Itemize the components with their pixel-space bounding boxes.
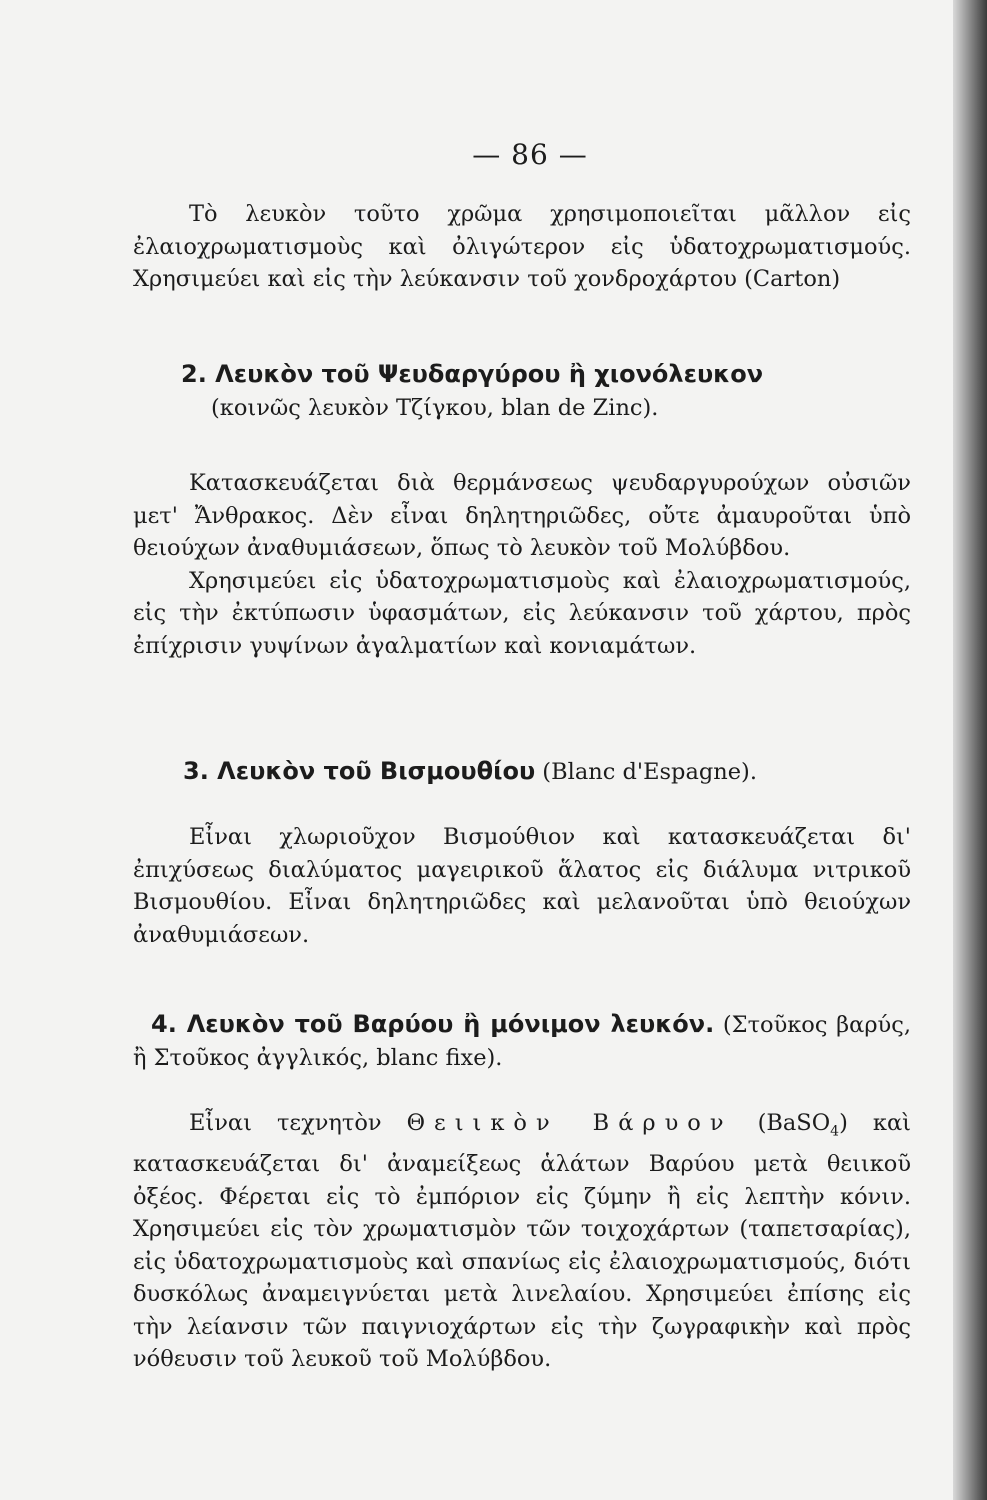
intro-paragraph: [133, 198, 911, 296]
section-3-subtitle: (Blanc d'Espagne).: [535, 759, 757, 785]
section-2-para-2: Χρησιμεύει εἰς ὑδατοχρωματισμοὺς καὶ ἐλαιοχρωματισμούς, εἰς τὴν ἐκτύπωσιν ὑφασμάτων, εἰς λεύκανσιν τοῦ χάρτου, πρὸς ἐπίχρισιν γυψίνων ἀγαλματίων καὶ κονιαμάτων.: [133, 567, 911, 659]
section-2-heading: [133, 358, 911, 424]
section-4-text-end: ) καὶ κατασκευάζεται δι' ἀναμείξεως ἁλάτων Βαρύου μετὰ θειικοῦ ὀξέος. Φέρεται εἰς τὸ ἐμπόριον εἰς ζύμην ἢ εἰς λεπτὴν κόνιν. Χρησιμεύει εἰς τὸν χρωματισμὸν τῶν τοιχοχάρτων (ταπετσαρίας), εἰς ὑδατοχρωματισμοὺς καὶ σπανίως εἰς ἐλαιοχρωματισμούς, διότι δυσκόλως ἀναμειγνύεται μετὰ λινελαίου. Χρησιμεύει ἐπίσης εἰς τὴν λείανσιν τῶν παιγνιοχάρτων εἰς τὴν ζωγραφικὴν καὶ πρὸς νόθευσιν τοῦ λευκοῦ τοῦ Μολύβδου.: [133, 1110, 911, 1372]
section-2-subtitle: (κοινῶς λευκὸν Τζίγκου, blan de Zinc).: [211, 394, 659, 421]
section-2-body: [133, 467, 911, 662]
page-number: — 86 —: [472, 138, 588, 171]
intro-text: Τὸ λευκὸν τοῦτο χρῶμα χρησιμοποιεῖται μᾶλλον εἰς ἐλαιοχρωματισμοὺς καὶ ὀλιγώτερον εἰς ὑδατοχρωματισμούς. Χρησιμεύει καὶ εἰς τὴν λεύκανσιν τοῦ χονδροχάρτου (Carton): [133, 201, 911, 292]
section-2-title: 2. Λευκὸν τοῦ Ψευδαργύρου ἢ χιονόλευκον: [181, 360, 764, 388]
section-4-text-start: Εἶναι τεχνητὸν: [189, 1110, 407, 1136]
section-4-heading: [133, 1008, 911, 1074]
section-3-para-1: Εἶναι χλωριοῦχον Βισμούθιον καὶ κατασκευάζεται δι' ἐπιχύσεως διαλύματος μαγειρικοῦ ἅλατος εἰς διάλυμα νιτρικοῦ Βισμουθίου. Εἶναι δηλητηριῶδες καὶ μελανοῦται ὑπὸ θειούχων ἀναθυμιάσεων.: [133, 824, 911, 948]
section-3-heading: [133, 755, 911, 789]
section-4-subscript: 4: [830, 1123, 840, 1140]
section-4-subtitle: (Στοῦκος βαρύς, ἢ Στοῦκος ἀγγλικός, blanc fixe).: [133, 1012, 911, 1071]
section-4-para-1: [133, 1107, 911, 1376]
section-4-spaced-term: Θειικὸν Βάρυον: [406, 1110, 733, 1136]
section-4-formula: (BaSO: [757, 1110, 831, 1136]
section-3-body: [133, 821, 911, 951]
section-2: [133, 358, 911, 424]
book-gutter-shadow: [953, 0, 987, 1500]
section-4-title: 4. Λευκὸν τοῦ Βαρύου ἢ μόνιμον λευκόν.: [151, 1010, 715, 1038]
section-3-title: 3. Λευκὸν τοῦ Βισμουθίου: [183, 757, 536, 785]
section-2-para-1: Κατασκευάζεται διὰ θερμάνσεως ψευδαργυρούχων οὐσιῶν μετ' Ἄνθρακος. Δὲν εἶναι δηλητηριῶδες, οὔτε ἀμαυροῦται ὑπὸ θειούχων ἀναθυμιάσεων, ὅπως τὸ λευκὸν τοῦ Μολύβδου.: [133, 470, 911, 561]
section-4: [133, 1008, 911, 1074]
section-4-body: [133, 1107, 911, 1376]
section-3: [133, 755, 911, 789]
